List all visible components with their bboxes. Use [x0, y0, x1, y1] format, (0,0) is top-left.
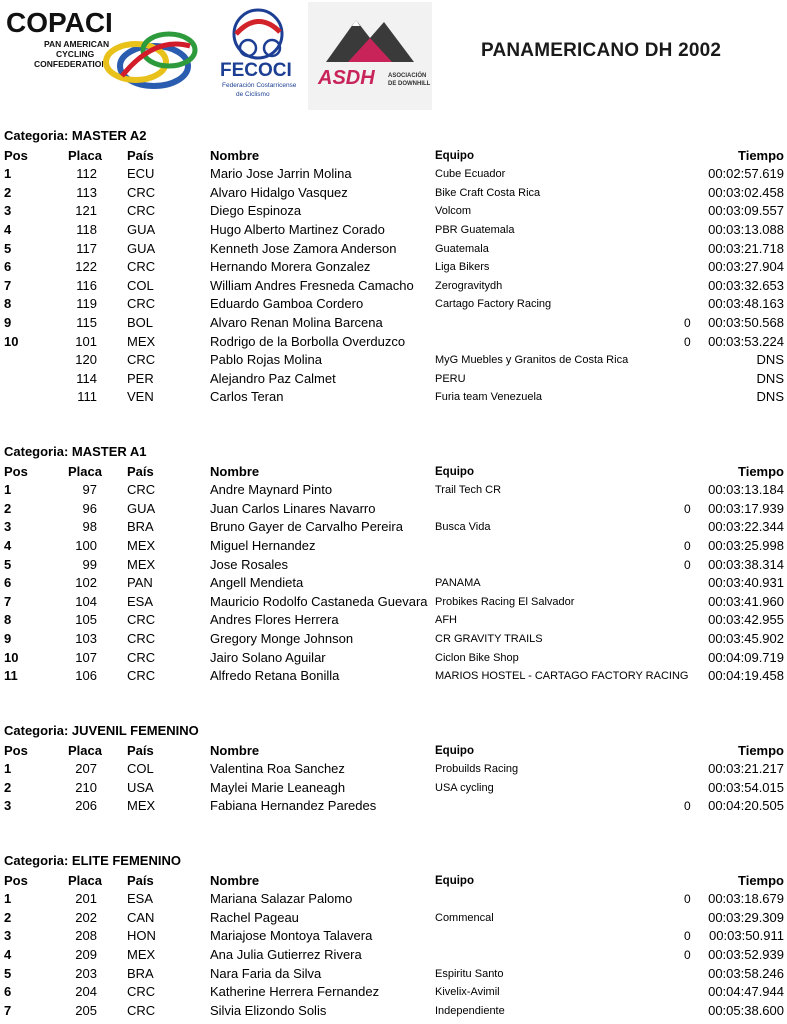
event-title: PANAMERICANO DH 2002	[481, 40, 722, 61]
extra-cell: 0	[684, 948, 691, 962]
time-cell: 00:04:20.505	[708, 798, 784, 814]
position-cell: 6	[4, 575, 12, 591]
country-cell: HON	[127, 928, 156, 944]
asdh-logo-title: ASDH	[318, 67, 375, 89]
country-cell: MEX	[127, 333, 156, 349]
position-cell: 10	[4, 333, 19, 349]
plate-cell: 115	[76, 315, 97, 330]
table-row	[0, 537, 787, 555]
team-cell: AFH	[435, 614, 457, 627]
table-row	[0, 165, 787, 183]
name-cell: Hugo Alberto Martinez Corado	[210, 222, 385, 237]
table-row	[0, 593, 787, 611]
table-row	[0, 909, 787, 927]
team-cell: Kivelix-Avimil	[435, 986, 500, 999]
time-cell: 00:03:02.458	[708, 184, 784, 200]
country-cell: CRC	[127, 612, 156, 628]
name-cell: Miguel Hernandez	[210, 538, 316, 553]
country-cell: MEX	[127, 798, 156, 814]
plate-cell: 103	[75, 631, 97, 646]
copaci-logo-line-2: CYCLING	[56, 49, 95, 59]
column-header-nombre: Nombre	[210, 463, 260, 479]
time-cell: 00:04:19.458	[708, 668, 784, 684]
name-cell: Diego Espinoza	[210, 203, 302, 219]
column-header-nombre: Nombre	[210, 742, 260, 758]
time-cell: 00:03:21.718	[708, 240, 784, 256]
category-block	[0, 853, 787, 1024]
time-cell: 00:03:32.653	[708, 277, 784, 293]
plate-cell: 120	[75, 352, 97, 368]
plate-cell: 101	[75, 333, 97, 349]
column-header-tiempo: Tiempo	[738, 463, 784, 479]
fecoci-logo-line-1: Federación Costarricense	[222, 82, 297, 89]
position-cell: 1	[4, 761, 12, 777]
copaci-logo-title: COPACI	[6, 7, 113, 38]
country-cell: MEX	[127, 556, 156, 572]
table-row	[0, 277, 787, 295]
team-cell: Volcom	[435, 205, 472, 218]
time-cell: 00:03:09.557	[708, 203, 784, 219]
name-cell: William Andres Fresneda Camacho	[210, 277, 414, 293]
name-cell: Jairo Solano Aguilar	[210, 649, 326, 665]
name-cell: Gregory Monge Johnson	[210, 631, 354, 646]
plate-cell: 117	[76, 240, 97, 256]
extra-cell: 0	[684, 539, 691, 553]
time-cell: 00:03:54.015	[708, 779, 784, 795]
table-row	[0, 202, 787, 220]
plate-cell: 113	[76, 184, 97, 200]
table-row	[0, 240, 787, 258]
country-cell: CRC	[127, 352, 156, 368]
table-row	[0, 779, 787, 797]
position-cell: 7	[4, 593, 12, 609]
position-cell: 5	[4, 965, 12, 981]
team-cell: PBR Guatemala	[435, 224, 515, 236]
column-header-pais: País	[127, 742, 154, 758]
table-row	[0, 314, 787, 332]
column-header-pos: Pos	[4, 742, 28, 758]
time-cell: 00:03:29.309	[708, 909, 784, 925]
table-header-row	[0, 742, 787, 760]
fecoci-cyclist-icon	[236, 21, 280, 34]
name-cell: Andres Flores Herrera	[210, 612, 339, 628]
table-row	[0, 760, 787, 778]
country-cell: CRC	[127, 184, 156, 200]
plate-cell: 104	[75, 593, 97, 609]
plate-cell: 209	[75, 947, 97, 962]
team-cell: CR GRAVITY TRAILS	[435, 633, 543, 645]
time-cell: 00:03:45.902	[708, 631, 784, 646]
position-cell: 5	[4, 240, 12, 256]
column-header-placa: Placa	[68, 742, 102, 758]
position-cell: 2	[4, 779, 12, 795]
column-header-placa: Placa	[68, 147, 102, 163]
country-cell: COL	[127, 277, 154, 293]
category-block	[0, 128, 787, 411]
time-cell: 00:03:17.939	[708, 500, 784, 516]
name-cell: Pablo Rojas Molina	[210, 352, 323, 368]
column-header-tiempo: Tiempo	[738, 147, 784, 163]
category-title: Categoria: MASTER A2	[4, 128, 147, 143]
team-cell: Busca Vida	[435, 521, 491, 534]
copaci-logo-line-1: PAN AMERICAN	[44, 39, 110, 49]
plate-cell: 105	[75, 612, 97, 628]
position-cell: 9	[4, 315, 12, 330]
plate-cell: 107	[75, 649, 97, 665]
time-cell: 00:03:50.568	[708, 315, 784, 330]
country-cell: GUA	[127, 500, 156, 516]
name-cell: Rodrigo de la Borbolla Overduzco	[210, 333, 406, 349]
plate-cell: 100	[75, 538, 97, 553]
plate-cell: 116	[76, 277, 97, 293]
time-cell: 00:03:38.314	[708, 556, 784, 572]
column-header-pais: País	[127, 872, 154, 888]
table-row	[0, 481, 787, 499]
column-header-equipo: Equipo	[435, 874, 474, 887]
position-cell: 8	[4, 612, 12, 628]
position-cell: 8	[4, 296, 12, 312]
name-cell: Angell Mendieta	[210, 575, 304, 591]
table-row	[0, 797, 787, 815]
team-cell: PANAMA	[435, 577, 481, 590]
table-row	[0, 946, 787, 964]
extra-cell: 0	[684, 316, 691, 330]
team-cell: PERU	[435, 372, 466, 385]
name-cell: Mauricio Rodolfo Castaneda Guevara	[210, 593, 428, 609]
country-cell: CAN	[127, 909, 155, 925]
column-header-pos: Pos	[4, 872, 28, 888]
time-cell: 00:03:48.163	[708, 296, 784, 312]
position-cell: 6	[4, 984, 12, 1000]
table-row	[0, 258, 787, 276]
plate-cell: 119	[76, 296, 97, 312]
country-cell: MEX	[127, 947, 156, 962]
team-cell: Commencal	[435, 911, 494, 924]
column-header-pais: País	[127, 463, 154, 479]
plate-cell: 204	[75, 984, 97, 1000]
time-cell: 00:03:40.931	[708, 575, 784, 591]
category-title: Categoria: ELITE FEMENINO	[4, 853, 181, 868]
name-cell: Katherine Herrera Fernandez	[210, 984, 380, 1000]
team-cell: Guatemala	[435, 242, 489, 255]
country-cell: VEN	[127, 389, 154, 405]
team-cell: Bike Craft Costa Rica	[435, 186, 541, 199]
position-cell: 1	[4, 891, 12, 907]
team-cell: MyG Muebles y Granitos de Costa Rica	[435, 354, 629, 367]
country-cell: ESA	[127, 593, 154, 609]
time-cell: DNS	[756, 370, 784, 386]
name-cell: Mariana Salazar Palomo	[210, 891, 353, 907]
name-cell: Fabiana Hernandez Paredes	[210, 798, 377, 814]
plate-cell: 208	[75, 928, 97, 944]
asdh-logo-line-1: ASOCIACIÓN	[388, 73, 427, 79]
plate-cell: 210	[75, 779, 97, 795]
asdh-logo	[308, 2, 432, 110]
name-cell: Mario Jose Jarrin Molina	[210, 166, 352, 182]
time-cell: 00:04:47.944	[708, 984, 784, 1000]
column-header-pos: Pos	[4, 463, 28, 479]
time-cell: DNS	[756, 352, 784, 368]
table-row	[0, 388, 787, 406]
country-cell: BRA	[127, 965, 154, 981]
country-cell: BRA	[127, 519, 154, 535]
country-cell: CRC	[127, 482, 156, 498]
table-row	[0, 221, 787, 239]
column-header-equipo: Equipo	[435, 744, 474, 757]
country-cell: CRC	[127, 668, 156, 684]
table-row	[0, 630, 787, 648]
country-cell: BOL	[127, 315, 154, 330]
extra-cell: 0	[684, 501, 691, 516]
plate-cell: 111	[77, 389, 97, 405]
team-cell: Trail Tech CR	[435, 484, 502, 497]
time-cell: 00:03:52.939	[708, 947, 784, 962]
table-row	[0, 500, 787, 518]
country-cell: PER	[127, 370, 154, 386]
time-cell: 00:03:41.960	[708, 593, 784, 609]
plate-cell: 106	[75, 668, 97, 684]
column-header-equipo: Equipo	[435, 465, 474, 478]
table-header-row	[0, 463, 787, 481]
position-cell: 7	[4, 277, 12, 293]
time-cell: 00:03:21.217	[708, 761, 784, 777]
asdh-logo-line-2: DE DOWNHILL	[388, 81, 431, 87]
plate-cell: 98	[82, 519, 97, 535]
fecoci-logo-line-2: de Ciclismo	[236, 91, 270, 98]
position-cell: 3	[4, 519, 12, 535]
name-cell: Andre Maynard Pinto	[210, 482, 333, 498]
time-cell: 00:05:38.600	[708, 1002, 784, 1018]
name-cell: Mariajose Montoya Talavera	[210, 928, 373, 944]
plate-cell: 114	[76, 370, 97, 386]
name-cell: Alvaro Hidalgo Vasquez	[210, 184, 348, 200]
plate-cell: 205	[75, 1002, 97, 1018]
team-cell: Espiritu Santo	[435, 967, 504, 980]
position-cell: 1	[4, 482, 12, 498]
team-cell: Ciclon Bike Shop	[435, 651, 519, 664]
team-cell: Zerogravitydh	[435, 279, 503, 292]
position-cell: 3	[4, 203, 12, 219]
fecoci-logo	[212, 4, 304, 104]
name-cell: Bruno Gayer de Carvalho Pereira	[210, 519, 403, 535]
table-header-row	[0, 147, 787, 165]
country-cell: ESA	[127, 891, 154, 907]
country-cell: CRC	[127, 984, 156, 1000]
position-cell: 3	[4, 798, 12, 814]
snow-cap-icon	[352, 20, 360, 26]
copaci-logo-line-3: CONFEDERATION	[34, 59, 108, 69]
column-header-equipo: Equipo	[435, 149, 474, 162]
time-cell: 00:03:13.088	[708, 222, 784, 237]
country-cell: CRC	[127, 203, 156, 219]
extra-cell: 0	[684, 929, 691, 944]
category-title: Categoria: JUVENIL FEMENINO	[4, 723, 199, 738]
name-cell: Juan Carlos Linares Navarro	[210, 500, 376, 516]
plate-cell: 96	[82, 500, 97, 516]
plate-cell: 121	[75, 203, 97, 219]
position-cell: 5	[4, 556, 12, 572]
name-cell: Silvia Elizondo Solis	[210, 1002, 327, 1018]
position-cell: 1	[4, 166, 12, 182]
table-row	[0, 965, 787, 983]
time-cell: 00:03:50.911	[709, 928, 784, 944]
table-row	[0, 184, 787, 202]
time-cell: 00:03:13.184	[708, 482, 784, 498]
name-cell: Alvaro Renan Molina Barcena	[210, 315, 383, 330]
team-cell: Cube Ecuador	[435, 168, 506, 181]
name-cell: Eduardo Gamboa Cordero	[210, 296, 364, 312]
team-cell: USA cycling	[435, 781, 494, 794]
table-header-row	[0, 872, 787, 890]
time-cell: DNS	[756, 389, 784, 405]
position-cell: 7	[4, 1002, 12, 1018]
plate-cell: 99	[82, 556, 97, 572]
name-cell: Nara Faria da Silva	[210, 965, 322, 981]
position-cell: 2	[4, 909, 12, 925]
plate-cell: 118	[76, 222, 97, 237]
name-cell: Valentina Roa Sanchez	[210, 761, 345, 777]
table-row	[0, 649, 787, 667]
plate-cell: 122	[75, 259, 97, 275]
country-cell: CRC	[127, 649, 156, 665]
table-row	[0, 518, 787, 536]
plate-cell: 202	[75, 909, 97, 925]
position-cell: 10	[4, 649, 19, 665]
category-block	[0, 444, 787, 690]
position-cell: 4	[4, 947, 12, 962]
name-cell: Ana Julia Gutierrez Rivera	[210, 947, 362, 962]
country-cell: MEX	[127, 538, 156, 553]
table-row	[0, 667, 787, 685]
table-row	[0, 556, 787, 574]
country-cell: USA	[127, 779, 154, 795]
position-cell: 2	[4, 184, 12, 200]
table-row	[0, 333, 787, 351]
position-cell: 9	[4, 631, 12, 646]
table-row	[0, 295, 787, 313]
table-row	[0, 611, 787, 629]
name-cell: Alfredo Retana Bonilla	[210, 668, 340, 684]
column-header-tiempo: Tiempo	[738, 872, 784, 888]
extra-cell: 0	[684, 799, 691, 814]
team-cell: Probikes Racing El Salvador	[435, 595, 575, 608]
position-cell: 4	[4, 538, 12, 553]
country-cell: CRC	[127, 259, 156, 275]
plate-cell: 207	[75, 761, 97, 777]
table-row	[0, 927, 787, 945]
table-row	[0, 574, 787, 592]
time-cell: 00:02:57.619	[708, 166, 784, 182]
plate-cell: 206	[75, 798, 97, 814]
column-header-pos: Pos	[4, 147, 28, 163]
time-cell: 00:03:18.679	[708, 891, 784, 907]
team-cell: Cartago Factory Racing	[435, 298, 552, 311]
team-cell: Independiente	[435, 1004, 505, 1017]
country-cell: CRC	[127, 1002, 156, 1018]
team-cell: Liga Bikers	[435, 261, 490, 274]
extra-cell: 0	[684, 557, 691, 572]
extra-cell: 0	[684, 892, 691, 907]
country-cell: GUA	[127, 222, 156, 237]
column-header-nombre: Nombre	[210, 147, 260, 163]
position-cell: 11	[4, 668, 18, 684]
column-header-pais: País	[127, 147, 154, 163]
time-cell: 00:03:25.998	[708, 538, 784, 553]
name-cell: Alejandro Paz Calmet	[210, 370, 336, 386]
time-cell: 00:03:27.904	[708, 259, 784, 275]
time-cell: 00:04:09.719	[708, 649, 784, 665]
category-title: Categoria: MASTER A1	[4, 444, 147, 459]
copaci-logo	[4, 6, 204, 92]
time-cell: 00:03:42.955	[708, 612, 784, 628]
name-cell: Carlos Teran	[210, 389, 284, 405]
table-row	[0, 351, 787, 369]
time-cell: 00:03:22.344	[708, 519, 784, 535]
team-cell: Furia team Venezuela	[435, 391, 543, 404]
category-block	[0, 723, 787, 820]
country-cell: CRC	[127, 296, 156, 312]
plate-cell: 112	[76, 166, 97, 182]
plate-cell: 102	[75, 575, 97, 591]
column-header-nombre: Nombre	[210, 872, 260, 888]
name-cell: Kenneth Jose Zamora Anderson	[210, 240, 397, 256]
position-cell: 2	[4, 500, 12, 516]
table-row	[0, 983, 787, 1001]
name-cell: Hernando Morera Gonzalez	[210, 259, 371, 275]
country-cell: COL	[127, 761, 154, 777]
position-cell: 3	[4, 928, 12, 944]
country-cell: GUA	[127, 240, 156, 256]
name-cell: Jose Rosales	[210, 556, 289, 572]
wheel-icon	[240, 40, 256, 56]
country-cell: ECU	[127, 166, 155, 182]
plate-cell: 97	[82, 482, 97, 498]
name-cell: Rachel Pageau	[210, 909, 299, 925]
plate-cell: 201	[75, 891, 97, 907]
time-cell: 00:03:58.246	[708, 965, 784, 981]
table-row	[0, 370, 787, 388]
time-cell: 00:03:53.224	[708, 333, 784, 349]
table-row	[0, 1002, 787, 1020]
column-header-placa: Placa	[68, 463, 102, 479]
team-cell: Probuilds Racing	[435, 763, 519, 776]
column-header-tiempo: Tiempo	[738, 742, 784, 758]
name-cell: Maylei Marie Leaneagh	[210, 779, 346, 795]
position-cell: 4	[4, 222, 12, 237]
team-cell: MARIOS HOSTEL - CARTAGO FACTORY RACING	[435, 670, 689, 683]
plate-cell: 203	[75, 965, 97, 981]
column-header-placa: Placa	[68, 872, 102, 888]
table-row	[0, 890, 787, 908]
position-cell: 6	[4, 259, 12, 275]
extra-cell: 0	[684, 334, 691, 349]
fecoci-logo-title: FECOCI	[220, 60, 292, 81]
country-cell: CRC	[127, 631, 156, 646]
page-header	[0, 0, 787, 118]
country-cell: PAN	[127, 575, 153, 591]
